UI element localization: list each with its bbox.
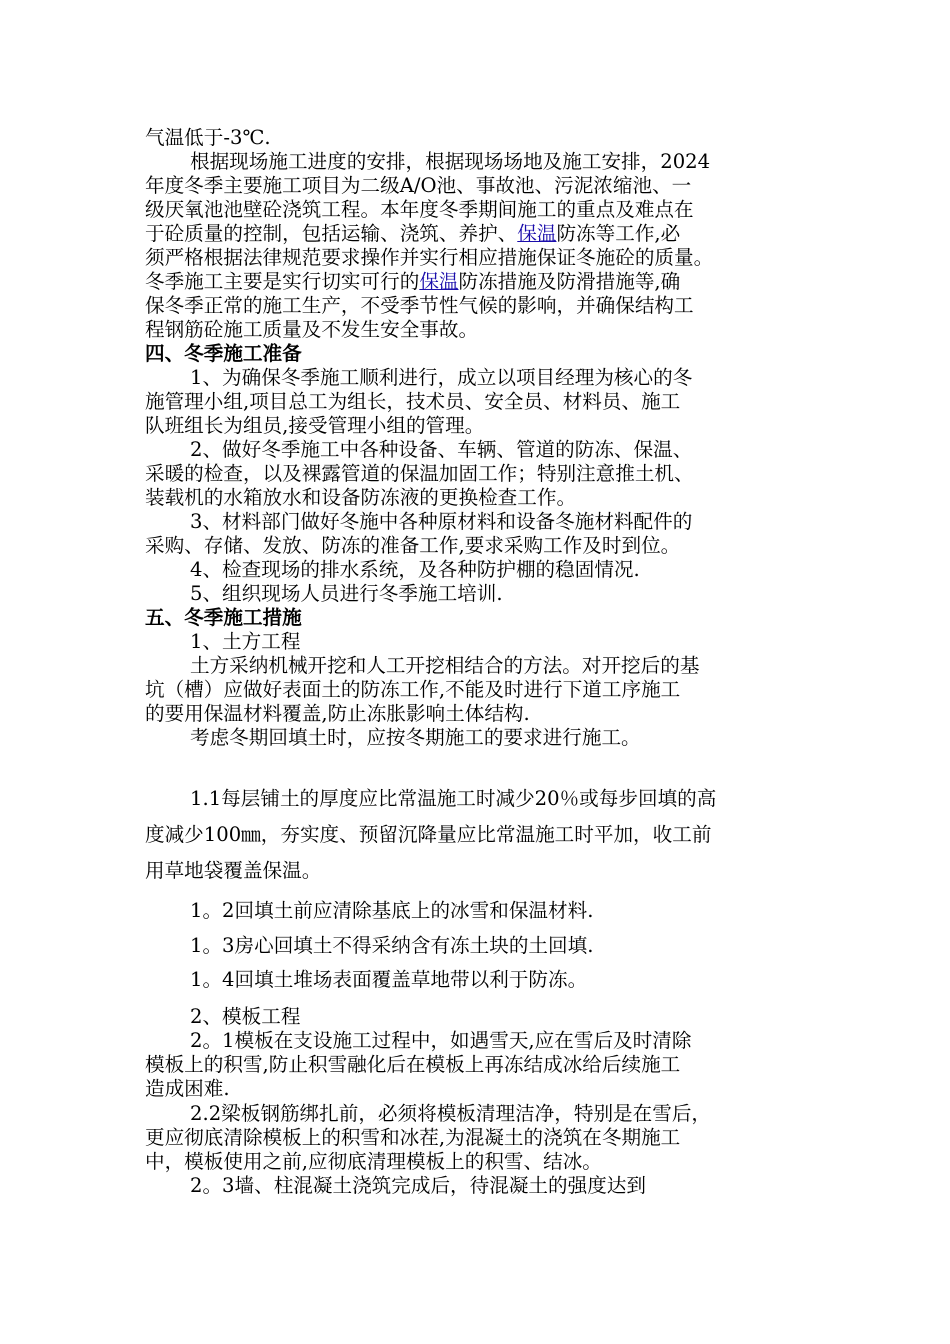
text-line: 用草地袋覆盖保温。 <box>145 859 322 882</box>
text-line: 2。1模板在支设施工过程中，如遇雪天,应在雪后及时清除 <box>190 1029 692 1052</box>
text-line: 程钢筋砼施工质量及不发生安全事故。 <box>145 318 479 341</box>
text-line: 造成困难. <box>145 1077 230 1100</box>
subsection-title: 1、土方工程 <box>190 630 301 653</box>
text-line: 中，模板使用之前,应彻底清理模板上的积雪、结冰。 <box>145 1150 602 1173</box>
text-line: 须严格根据法律规范要求操作并实行相应措施保证冬施砼的质量。 <box>145 246 714 269</box>
text-line: 根据现场施工进度的安排，根据现场场地及施工安排，2024 <box>190 150 711 173</box>
text-line <box>145 222 680 246</box>
text-line: 的要用保温材料覆盖,防止冻胀影响土体结构. <box>145 702 530 725</box>
text-line: 年度冬季主要施工项目为二级A/O池、事故池、污泥浓缩池、一 <box>145 174 692 197</box>
text-line: 3、材料部门做好冬施中各种原材料和设备冬施材料配件的 <box>190 510 693 533</box>
text-line: 施管理小组,项目总工为组长，技术员、安全员、材料员、施工 <box>145 390 681 413</box>
text-line: 气温低于-3℃. <box>145 126 271 149</box>
text-line: 4、检查现场的排水系统，及各种防护棚的稳固情况. <box>190 558 640 581</box>
text-line: 2、做好冬季施工中各种设备、车辆、管道的防冻、保温、 <box>190 438 693 461</box>
text-line: 采购、存储、发放、防冻的准备工作,要求采购工作及时到位。 <box>145 534 681 557</box>
text-line: 5、组织现场人员进行冬季施工培训. <box>190 582 503 605</box>
link-baowen[interactable]: 保温 <box>517 222 557 245</box>
text-segment: 冬季施工主要是实行切实可行的 <box>145 270 420 293</box>
text-line: 装载机的水箱放水和设备防冻液的更换检查工作。 <box>145 486 577 509</box>
text-line: 度减少100㎜，夯实度、预留沉降量应比常温施工时平加，收工前 <box>145 823 712 846</box>
text-line <box>145 270 680 294</box>
text-line: 模板上的积雪,防止积雪融化后在模板上再冻结成冰给后续施工 <box>145 1053 681 1076</box>
text-line: 队班组长为组员,接受管理小组的管理。 <box>145 414 485 437</box>
text-segment: 防冻等工作,必 <box>556 222 681 245</box>
text-line: 采暖的检查，以及裸露管道的保温加固工作；特别注意推土机、 <box>145 462 694 485</box>
section-heading-5: 五、冬季施工措施 <box>145 606 302 629</box>
section-heading-4: 四、冬季施工准备 <box>145 342 302 365</box>
link-baowen[interactable]: 保温 <box>419 270 459 293</box>
text-line: 土方采纳机械开挖和人工开挖相结合的方法。对开挖后的基 <box>190 654 700 677</box>
text-line: 考虑冬期回填土时，应按冬期施工的要求进行施工。 <box>190 726 641 749</box>
text-segment: 防冻措施及防滑措施等,确 <box>458 270 681 293</box>
subsection-title: 2、模板工程 <box>190 1005 301 1028</box>
text-line: 级厌氧池池壁砼浇筑工程。本年度冬季期间施工的重点及难点在 <box>145 198 694 221</box>
text-line: 1。4回填土堆场表面覆盖草地带以利于防冻。 <box>190 968 588 991</box>
text-line: 1、为确保冬季施工顺利进行，成立以项目经理为核心的冬 <box>190 366 693 389</box>
text-line: 坑（槽）应做好表面土的防冻工作,不能及时进行下道工序施工 <box>145 678 681 701</box>
text-line: 保冬季正常的施工生产，不受季节性气候的影响，并确保结构工 <box>145 294 694 317</box>
text-line: 更应彻底清除模板上的积雪和冰茬,为混凝土的浇筑在冬期施工 <box>145 1126 681 1149</box>
text-line: 1。2回填土前应清除基底上的冰雪和保温材料. <box>190 899 594 922</box>
text-line: 1.1每层铺土的厚度应比常温施工时减少20％或每步回填的高 <box>190 787 717 810</box>
text-line: 1。3房心回填土不得采纳含有冻土块的土回填. <box>190 934 594 957</box>
text-segment: 于砼质量的控制，包括运输、浇筑、养护、 <box>145 222 518 245</box>
text-line: 2。3墙、柱混凝土浇筑完成后，待混凝土的强度达到 <box>190 1174 646 1197</box>
text-line: 2.2梁板钢筋绑扎前，必须将模板清理洁净，特别是在雪后， <box>190 1102 712 1125</box>
